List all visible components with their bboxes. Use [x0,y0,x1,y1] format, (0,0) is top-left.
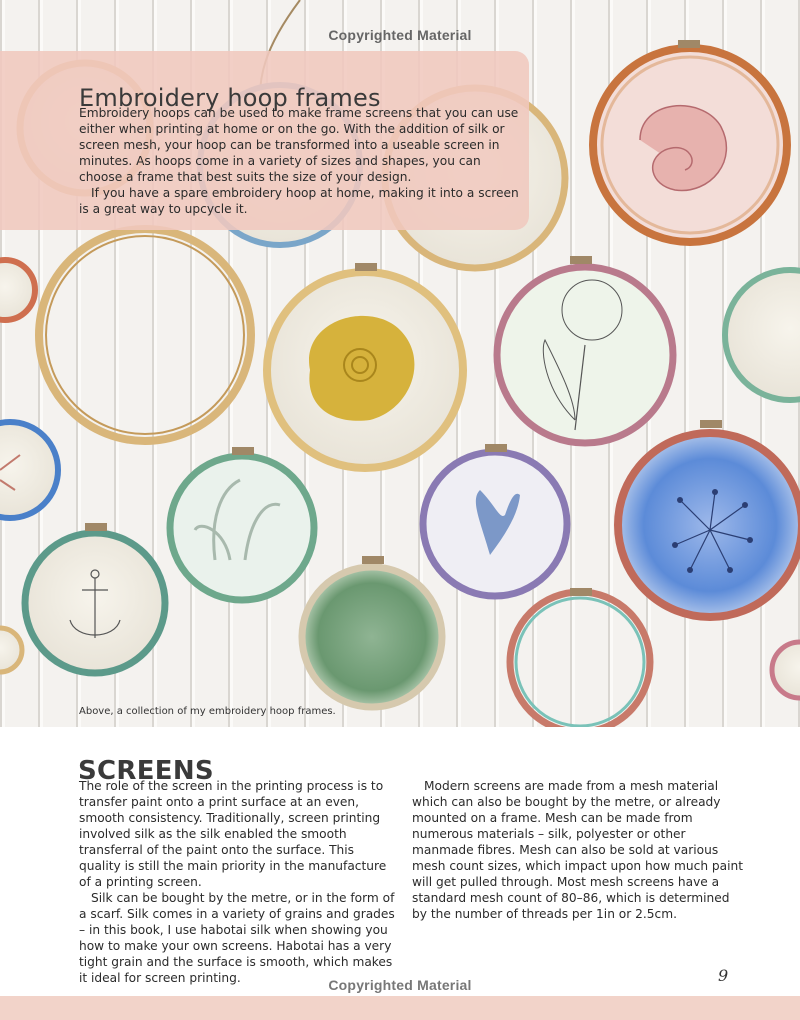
section-title: SCREENS [78,756,214,787]
hoop-pink-shell [593,40,787,242]
body-paragraph: Silk can be bought by the metre, or in the form of a scarf. Silk comes in a variety of grains and grades – in this book, I use habotai silk when showing you how to make your own screens. Habotai has a very tight grain and the surface is smooth, which makes it ideal for screen printing. [79,891,395,985]
body-paragraph: Modern screens are made from a mesh material which can also be bought by the metre, or already mounted on a frame. Mesh can be made from numerous materials – silk, polyester or other manmade fibres. Mesh can also be sold at various mesh count sizes, which impact upon how much paint will get pulled through. Most mesh screens have a standard mesh count of 80–86, which is determined by the number of threads per 1in or 2.5cm. [412,779,744,921]
copyright-watermark-bottom: Copyrighted Material [328,977,472,993]
footer-band [0,996,800,1020]
left-column [79,778,397,986]
intro-paragraph-2: If you have a spare embroidery hoop at home, making it into a screen is a great way to upcycle it. [79,186,519,216]
right-column [412,778,747,922]
photo-caption: Above, a collection of my embroidery hoop frames. [79,706,336,717]
intro-title: Embroidery hoop frames [79,83,381,112]
page-number: 9 [718,966,729,985]
body-paragraph: The role of the screen in the printing process is to transfer paint onto a print surface at an even, smooth consistency. Traditionally, screen printing involved silk as the silk enabled the smooth transferral of the paint onto the surface. This quality is still the main priority in the manufacture of a printing screen. [79,779,387,889]
copyright-watermark-top: Copyrighted Material [328,27,472,43]
intro-paragraph-1: Embroidery hoops can be used to make frame screens that you can use either when printing at home or on the go. With the addition of silk or screen mesh, your hoop can be transformed into a useable screen in minutes. As hoops come in a variety of sizes and shapes, you can choose a frame that best suits the size of your design. [79,106,519,184]
intro-text [79,105,519,217]
